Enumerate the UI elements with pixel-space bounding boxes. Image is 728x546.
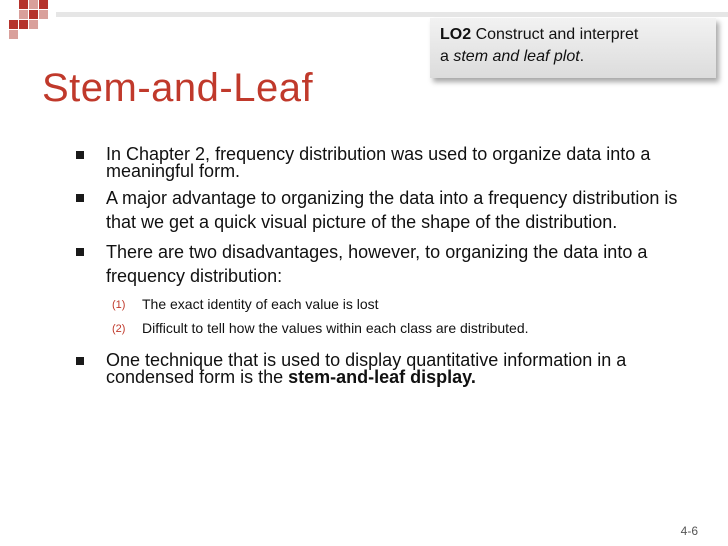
lo-line-1: [440, 24, 706, 46]
sub-item-number: (1): [112, 299, 126, 311]
lo-line-2: [440, 46, 706, 68]
lo-line-2-emphasis: stem and leaf plot: [453, 48, 580, 65]
lo-tag: LO2: [440, 26, 472, 43]
sub-item: [70, 318, 690, 338]
lo-line-2-prefix: a: [440, 48, 449, 65]
bullet-item: [70, 240, 690, 288]
sub-item-text: Difficult to tell how the values within each class are distributed.: [142, 320, 529, 336]
lo-line-1-text: Construct and interpret: [475, 26, 639, 43]
square-bullet-icon: [76, 194, 84, 202]
bullet-bold-term: stem-and-leaf display.: [288, 367, 476, 387]
square-bullet-icon: [76, 357, 84, 365]
bullet-text: A major advantage to organizing the data into a frequency distribution is that we get a quick visual picture of the shape of the distribution.: [106, 188, 678, 232]
bullet-item: [70, 146, 690, 180]
square-bullet-icon: [76, 151, 84, 159]
slide-title: Stem-and-Leaf: [42, 66, 314, 110]
square-bullet-icon: [76, 248, 84, 256]
sub-item: [70, 294, 690, 314]
lo-line-2-suffix: .: [579, 48, 585, 65]
bullet-text: There are two disadvantages, however, to organizing the data into a frequency distribution:: [106, 242, 648, 286]
sub-item-text: The exact identity of each value is lost: [142, 296, 379, 312]
bullet-text: In Chapter 2, frequency distribution was used to organize data into a meaningful form.: [106, 144, 651, 181]
bullet-item: [70, 352, 690, 386]
top-rule: [56, 12, 728, 17]
bullet-list: [70, 146, 690, 392]
learning-objective-box: [430, 18, 716, 78]
bullet-item: [70, 186, 690, 234]
bullet-text: One technique that is used to display quantitative information in a condensed form is the: [106, 350, 627, 387]
page-number: 4-6: [680, 524, 698, 538]
checker-decoration: [0, 0, 60, 40]
sub-item-number: (2): [112, 323, 126, 335]
